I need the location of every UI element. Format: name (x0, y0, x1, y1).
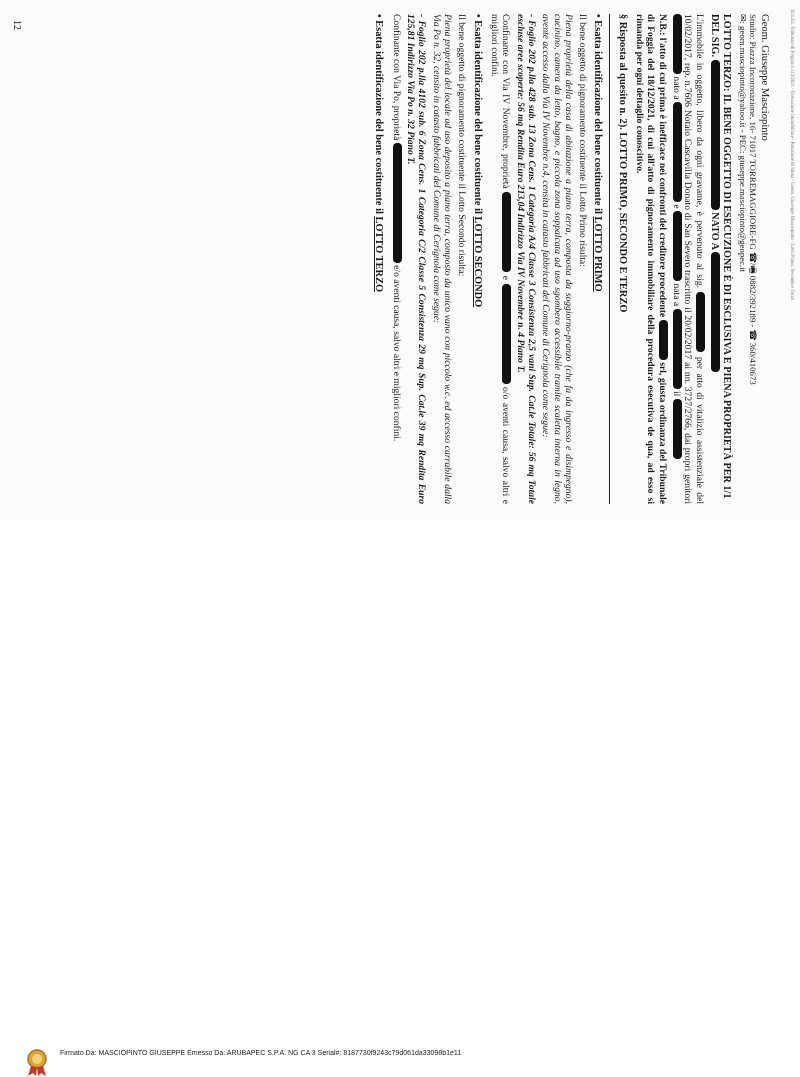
redacted-neighbor-3 (393, 143, 402, 263)
redacted-creditor (659, 320, 668, 360)
lotto-terzo-heading: • Esatta identificazione del bene costituente il LOTTO TERZO (373, 14, 385, 293)
redacted-owner (696, 292, 705, 352)
document-body (372, 14, 770, 504)
redacted-neighbor-1 (502, 192, 511, 272)
redacted-place-1 (673, 102, 682, 202)
lotto-secondo-description: Piena proprietà del locale ad uso deposito a piano terra, composto da unico vano con piccolo w.c. ed accesso carrabile dalla Via Po n. 32, censito in catasto fabbricati del Comune di Cerignola come segue: (430, 14, 454, 504)
redacted-date (673, 399, 682, 459)
lotto-secondo-intro: Il bene oggetto di pignoramento costituente il Lotto Secondo risulta: (456, 14, 468, 277)
risposta-heading: § Risposta al quesito n. 2). LOTTO PRIMO, SECONDO E TERZO (616, 14, 628, 313)
lotto-secondo-catasto: - Foglio 202 p.lla 4102 sub. 6 Zona Cens. 1 Categoria C/2 Classe 5 Consistenza 29 mq Sup. Cat.le 39 mq Rendita Euro 125,81 Indirizzo Via Po n. 32 Piano T. (405, 14, 428, 504)
redacted-neighbor-2 (502, 284, 511, 384)
lotto-primo-heading: • Esatta identificazione del bene costituente il LOTTO PRIMO (592, 14, 604, 292)
email-line: ✉: geom.masciopinto@yahoo.it - PEC: giuseppe.masciopinto@geopec.it (737, 14, 748, 273)
lotto-primo-catasto: - Foglio 202 p.lla 428 sub. 13 Zona Cens. 1 Categoria A/4 Classe 3 Consistenza 2,5 vani Sup. Cat.le Totale: 56 mq Totale escluse aree scoperte: 56 mq Rendita Euro 213,04 Indirizzo Via IV Novembre n. 4 Piano T. (514, 14, 537, 504)
provenienza-paragraph: L'immobile in oggetto, libero da ogni gravame, è pervenuto al sig. per atto di vitalizio assistenziale del 10/02/2017, rep. n.7606 Notaio Cascavilla Donato di San Severo trascritto il 20/02/2017 ai nn. 3727/2766, dai propri genitori nato a e nata a il (670, 14, 705, 504)
lotto-primo-description: Piena proprietà della casa di abitazione a piano terra, composta da soggiorno-pranzo (che fa da ingresso e disimpegno), cucinino, camera da letto, bagno, e piccola zona soppalcata ad uso sgombero accessibile tramite scaletta interna in legno, avente accesso dalla Via IV Novembre n.4, censita in catasto fabbricati del Comune di Cerignola come segue: (540, 14, 574, 504)
redacted-birthplace (711, 252, 720, 372)
studio-address: Studio: Piazza Incoronazione, 16- 71017 TORREMAGGIORE-FG ☎/🖷 0882/392189 - ☎ 360/410673 (747, 14, 758, 385)
scanned-page (0, 0, 800, 520)
divider (609, 14, 610, 504)
nb-paragraph: N.B.: l'atto di cui prima è inefficace nei confronti del creditore procedente srl, giusta ordinanza del Tribunale di Foggia del 18/12/2021, di cui all'atto di pignoramento immobiliare della procedura esecutiva de qua, ad esso si rimanda per ogni dettaglio conoscitivo. (633, 14, 668, 505)
lotto-terzo-title: LOTTO TERZO: IL BENE OGGETTO DI ESECUZIONE È DI ESCLUSIVA E PIENA PROPRIETÀ PER 1/1 DEL SIG. NATO A (708, 14, 732, 499)
surveyor-name: Geom. Giuseppe Masciopinto (759, 14, 770, 141)
rotated-page-content (0, 0, 800, 520)
page-number: 12 (11, 20, 22, 30)
redacted-name (711, 60, 720, 210)
lotto-secondo-confini: Confinante con Via Po, proprietà e/o aventi causa, salvo altri e migliori confini. (390, 14, 402, 442)
signature-footer (0, 520, 800, 1057)
side-note: R.G.Es. Tribunale di Foggia n.123/2021 - Esecuzione Immobiliare - Relazione di Stima - Geom. Giuseppe Masciopinto - Lotti Primo, Secondo e Terzo (789, 10, 794, 301)
redacted-place-2 (673, 309, 682, 389)
signature-text: Firmato Da: MASCIOPINTO GIUSEPPE Emesso Da: ARUBAPEC S.P.A. NG CA 3 Serial#: 8187730f9243c79d061da33098b1e11 (60, 1050, 462, 1057)
redacted-parent-1 (673, 14, 682, 74)
digital-signature-seal-icon (22, 1047, 52, 1077)
redacted-parent-2 (673, 211, 682, 281)
lotto-primo-intro: Il bene oggetto di pignoramento costituente il Lotto Primo risulta: (577, 14, 589, 267)
lotto-primo-confini: Confinante con Via IV Novembre, proprietà e o/o aventi causa, salvo altri e migliori confini. (488, 14, 512, 505)
letterhead (738, 14, 770, 504)
lotto-secondo-heading: • Esatta identificazione del bene costituente il LOTTO SECONDO (471, 14, 483, 308)
